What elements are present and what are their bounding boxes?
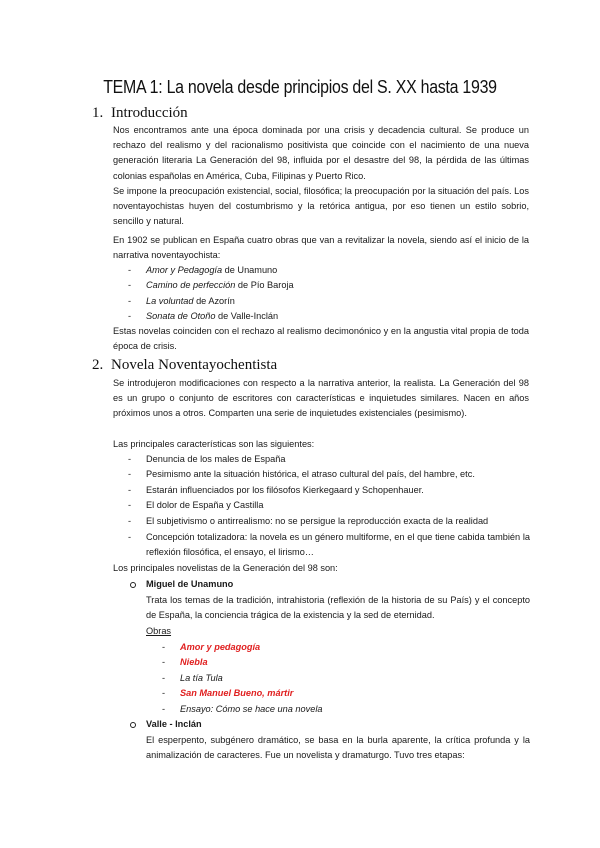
list-item [146, 278, 294, 293]
list-item [146, 263, 277, 278]
section-number: 2. [92, 357, 104, 373]
list-dash: - [128, 311, 132, 321]
work-title: Camino de perfección [146, 280, 236, 290]
section-heading-novela-noventayochentista [92, 357, 277, 374]
list-dash: - [162, 704, 166, 714]
list-dash: - [128, 280, 132, 290]
section-number: 1. [92, 105, 104, 121]
intro-paragraph-4: Estas novelas coinciden con el rechazo al realismo decimonónico y en la angustia vital propia de toda época de crisis. [113, 326, 529, 352]
obra-item: La tía Tula [180, 673, 223, 683]
novela98-paragraph-1: Se introdujeron modificaciones con respecto a la narrativa anterior, la realista. La Generación del 98 es un grupo o conjunto de escritores con características e inquietudes similares. Nacen en años próximos unos a otros. Comparten una serie de inquietudes existenciales (pesimismo). [113, 378, 529, 419]
circle-bullet-icon [130, 582, 136, 588]
list-dash: - [128, 516, 132, 526]
list-dash: - [128, 454, 132, 464]
unamuno-description: Trata los temas de la tradición, intrahistoria (reflexión de la historia de su País) y el concepto de España, la conciencia trágica de la existencia y la sed de eternidad. [146, 595, 530, 621]
list-item [146, 309, 278, 324]
author-name-unamuno: Miguel de Unamuno [146, 579, 234, 589]
list-item: Pesimismo ante la situación histórica, el atraso cultural del país, del hambre, etc. [146, 469, 475, 479]
circle-bullet-icon [130, 722, 136, 728]
work-author: de Unamuno [222, 265, 278, 275]
obra-item: Amor y pedagogía [180, 642, 261, 652]
list-dash: - [162, 657, 166, 667]
novela98-paragraph-3: Los principales novelistas de la Generación del 98 son: [113, 563, 338, 573]
section-title: Novela Noventayochentista [111, 357, 278, 373]
list-item: El dolor de España y Castilla [146, 500, 264, 510]
novela98-paragraph-2: Las principales características son las siguientes: [113, 439, 315, 449]
work-title: Amor y Pedagogía [146, 265, 223, 275]
work-author: de Valle-Inclán [215, 311, 279, 321]
section-title: Introducción [111, 105, 188, 121]
list-dash: - [128, 485, 132, 495]
work-title: Sonata de Otoño [146, 311, 216, 321]
author-name-valle-inclan: Valle - Inclán [146, 719, 202, 729]
page-title: TEMA 1: La novela desde principios del S. XX hasta 1939 [103, 76, 497, 97]
list-dash: - [162, 642, 166, 652]
list-dash: - [128, 500, 132, 510]
work-author: de Azorín [193, 296, 235, 306]
list-item: Estarán influenciados por los filósofos Kierkegaard y Schopenhauer. [146, 485, 424, 495]
intro-paragraph-1: Nos encontramos ante una época dominada por una crisis y decadencia cultural. Se produce un rechazo del realismo y del racionalismo positivista que coincide con el nacimiento de una nueva generación literaria La Generación del 98, influida por el desastre del 98, la pérdida de las últimas colonias españolas en América, Cuba, Filipinas y Puerto Rico. [113, 125, 529, 181]
work-title: La voluntad [146, 296, 194, 306]
obra-item: San Manuel Bueno, mártir [180, 688, 294, 698]
obra-item: Ensayo: Cómo se hace una novela [180, 704, 323, 714]
list-item: Concepción totalizadora: la novela es un género multiforme, en el que tiene cabida también la reflexión filosófica, el ensayo, el lirismo… [146, 532, 530, 558]
list-item: Denuncia de los males de España [146, 454, 286, 464]
list-item [146, 294, 235, 309]
list-dash: - [128, 265, 132, 275]
valle-description: El esperpento, subgénero dramático, se basa en la burla aparente, la crítica profunda y la animalización de caracteres. Fue un novelista y dramaturgo. Tuvo tres etapas: [146, 735, 530, 761]
list-dash: - [162, 688, 166, 698]
list-dash: - [128, 296, 132, 306]
obra-item: Niebla [180, 657, 208, 667]
list-dash: - [128, 469, 132, 479]
intro-paragraph-2: Se impone la preocupación existencial, social, filosófica; la preocupación por la situación del país. Los noventayochistas huyen del costumbrismo y la retórica antigua, por eso tienen un estilo sobrio, sencillo y natural. [113, 186, 529, 227]
list-dash: - [162, 673, 166, 683]
work-author: de Pío Baroja [235, 280, 294, 290]
intro-paragraph-3: En 1902 se publican en España cuatro obras que van a revitalizar la novela, siendo así el inicio de la narrativa noventayochista: [113, 235, 529, 261]
list-item: El subjetivismo o antirrealismo: no se persigue la reproducción exacta de la realidad [146, 516, 489, 526]
section-heading-introduccion [92, 105, 188, 122]
list-dash: - [128, 532, 132, 542]
obras-label: Obras [146, 626, 172, 636]
